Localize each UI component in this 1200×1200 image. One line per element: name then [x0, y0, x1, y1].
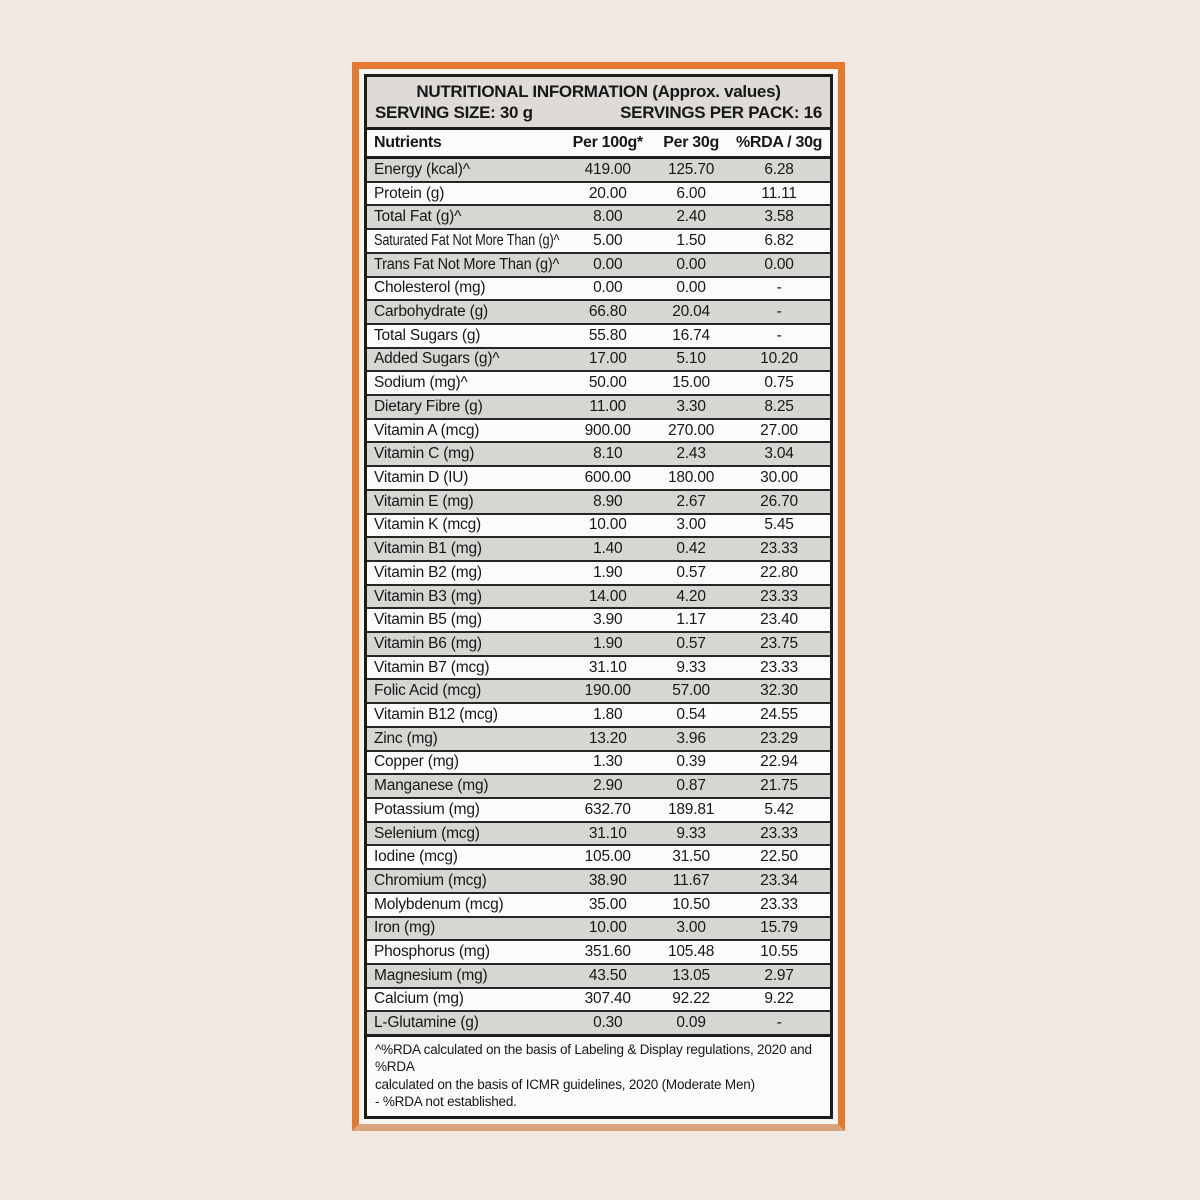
rda-value: 3.04	[764, 445, 794, 463]
table-row	[367, 206, 830, 230]
per-100g-value: 190.00	[584, 682, 631, 700]
nutrient-name-cell	[367, 753, 561, 771]
per-30g-value: 0.39	[676, 753, 706, 771]
per-100g-value: 8.00	[593, 208, 623, 226]
nutrient-name: Vitamin B1 (mg)	[374, 540, 482, 558]
per-30g-value: 4.20	[676, 587, 706, 605]
table-row	[367, 372, 830, 396]
nutrient-name-cell	[367, 303, 561, 321]
rda-value: 0.75	[764, 374, 794, 392]
nutrient-name: Selenium (mcg)	[374, 824, 480, 842]
footnote-line-1: ^%RDA calculated on the basis of Labeling & Display regulations, 2020 and %RDA	[375, 1041, 812, 1075]
per-100g-value: 50.00	[588, 374, 627, 392]
nutrient-name-cell	[367, 706, 561, 724]
table-row	[367, 728, 830, 752]
rda-value: -	[776, 279, 782, 297]
rda-value: 23.33	[760, 824, 798, 842]
table-row	[367, 515, 830, 539]
per-30g-value: 0.57	[676, 634, 706, 652]
per-100g-value: 632.70	[584, 800, 631, 818]
rda-value: 23.34	[760, 871, 798, 889]
per-30g-value: 16.74	[672, 326, 710, 344]
rda-value: 0.00	[764, 255, 794, 273]
nutrient-name: Vitamin B6 (mg)	[374, 634, 482, 652]
nutrient-name-cell	[367, 516, 561, 534]
serving-info-row	[375, 103, 822, 123]
per-30g-value: 0.42	[676, 540, 706, 558]
rda-value: 11.11	[761, 184, 797, 202]
nutrient-name-cell	[367, 564, 561, 582]
column-header-row	[367, 130, 830, 159]
per-100g-value: 105.00	[584, 848, 631, 866]
rda-value: 10.55	[760, 943, 798, 961]
nutrient-name: Iodine (mcg)	[374, 848, 458, 866]
nutrient-name: Total Fat (g)^	[374, 208, 462, 226]
table-row	[367, 823, 830, 847]
rda-value: 23.75	[760, 634, 798, 652]
nutrient-name-cell	[367, 777, 561, 795]
nutrient-name: Magnesium (mg)	[374, 966, 488, 984]
column-header-rda: %RDA / 30g	[735, 134, 823, 151]
nutrient-name: Potassium (mg)	[374, 800, 480, 818]
table-row	[367, 799, 830, 823]
per-100g-value: 1.30	[593, 753, 623, 771]
per-30g-value: 6.00	[676, 184, 706, 202]
table-row	[367, 680, 830, 704]
per-100g-value: 2.90	[593, 777, 623, 795]
per-100g-value: 11.00	[589, 397, 627, 415]
per-30g-value: 3.96	[676, 729, 706, 747]
rda-value: 23.33	[760, 895, 798, 913]
nutrient-name: Vitamin B3 (mg)	[374, 587, 482, 605]
table-body	[367, 159, 830, 1034]
nutrient-name-cell	[367, 919, 561, 937]
table-row	[367, 989, 830, 1013]
per-100g-value: 66.80	[588, 303, 627, 321]
rda-value: 10.20	[760, 350, 798, 368]
nutrient-name-cell	[367, 493, 561, 511]
nutrient-name: Vitamin K (mcg)	[374, 516, 481, 534]
rda-value: -	[776, 303, 782, 321]
per-30g-value: 189.81	[667, 800, 715, 818]
nutrient-name-cell	[367, 990, 561, 1008]
table-row	[367, 965, 830, 989]
per-30g-value: 20.04	[672, 303, 710, 321]
rda-value: 5.45	[764, 516, 794, 534]
nutrient-name: Trans Fat Not More Than (g)^	[374, 255, 560, 273]
nutrient-name-cell	[367, 730, 561, 748]
per-30g-value: 1.17	[676, 611, 706, 629]
per-100g-value: 20.00	[588, 184, 627, 202]
table-row	[367, 870, 830, 894]
per-100g-value: 5.00	[593, 231, 623, 249]
rda-value: 23.33	[760, 587, 798, 605]
per-100g-value: 351.60	[584, 943, 631, 961]
per-100g-value: 31.10	[588, 658, 627, 676]
per-100g-value: 38.90	[588, 871, 627, 889]
table-row	[367, 420, 830, 444]
nutrient-name-cell	[367, 350, 561, 368]
per-100g-value: 419.00	[584, 160, 631, 178]
per-100g-value: 10.00	[588, 919, 627, 937]
per-100g-value: 55.80	[588, 326, 627, 344]
nutrient-name: Sodium (mg)^	[374, 374, 468, 392]
per-30g-value: 31.50	[672, 848, 710, 866]
table-row	[367, 586, 830, 610]
rda-value: -	[776, 1014, 782, 1032]
per-100g-value: 31.10	[588, 824, 627, 842]
nutrient-name: Saturated Fat Not More Than (g)^	[374, 231, 560, 249]
per-30g-value: 2.43	[676, 445, 706, 463]
per-100g-value: 1.40	[593, 540, 623, 558]
per-100g-value: 0.00	[593, 255, 623, 273]
serving-size-label: SERVING SIZE: 30 g	[375, 103, 533, 122]
nutrient-name-cell	[367, 374, 561, 392]
rda-value: 5.42	[764, 800, 794, 818]
nutrient-name-cell	[367, 801, 561, 819]
footnote-line-2: calculated on the basis of ICMR guidelines, 2020 (Moderate Men)	[375, 1076, 755, 1092]
per-30g-value: 180.00	[667, 468, 715, 486]
per-100g-value: 1.80	[593, 706, 623, 724]
column-header-nutrients: Nutrients	[374, 134, 442, 151]
nutrient-name: Copper (mg)	[374, 753, 459, 771]
per-100g-value: 900.00	[584, 421, 631, 439]
rda-value: 32.30	[760, 682, 798, 700]
nutrient-name: Vitamin B2 (mg)	[374, 563, 482, 581]
rda-value: 27.00	[760, 421, 798, 439]
per-30g-value: 92.22	[672, 990, 710, 1008]
table-row	[367, 704, 830, 728]
nutrient-name: Energy (kcal)^	[374, 160, 470, 178]
nutrient-name: Folic Acid (mcg)	[374, 682, 482, 700]
per-30g-value: 1.50	[676, 231, 706, 249]
per-100g-value: 307.40	[584, 990, 631, 1008]
table-row	[367, 562, 830, 586]
nutrient-name-cell	[367, 967, 561, 985]
nutrition-label-frame	[352, 62, 845, 1131]
nutrient-name: Chromium (mcg)	[374, 871, 487, 889]
rda-value: 22.80	[760, 563, 798, 581]
per-100g-value: 8.90	[593, 492, 623, 510]
nutrient-name: Dietary Fibre (g)	[374, 397, 483, 415]
nutrient-name-cell	[367, 540, 561, 558]
per-100g-value: 0.00	[593, 279, 623, 297]
footnote-line-3: - %RDA not established.	[375, 1094, 517, 1110]
per-30g-value: 2.40	[676, 208, 706, 226]
nutrient-name: Carbohydrate (g)	[374, 303, 488, 321]
table-row	[367, 752, 830, 776]
nutrient-name: Vitamin E (mg)	[374, 492, 474, 510]
nutrient-name-cell	[367, 825, 561, 843]
rda-value: 23.40	[760, 611, 798, 629]
per-100g-value: 600.00	[584, 468, 631, 486]
rda-value: 15.79	[760, 919, 798, 937]
rda-value: 6.82	[764, 231, 794, 249]
per-30g-value: 15.00	[672, 374, 710, 392]
table-row	[367, 467, 830, 491]
per-30g-value: 5.10	[676, 350, 706, 368]
servings-per-pack-label: SERVINGS PER PACK: 16	[620, 103, 822, 122]
per-100g-value: 0.30	[593, 1014, 623, 1032]
table-row	[367, 633, 830, 657]
table-row	[367, 941, 830, 965]
per-30g-value: 270.00	[667, 421, 715, 439]
per-30g-value: 10.50	[672, 895, 710, 913]
nutrient-name-cell	[367, 469, 561, 487]
nutrient-name-cell	[367, 1014, 561, 1032]
table-row	[367, 159, 830, 183]
per-100g-value: 10.00	[588, 516, 627, 534]
per-100g-value: 17.00	[588, 350, 627, 368]
per-30g-value: 0.57	[676, 563, 706, 581]
per-100g-value: 8.10	[593, 445, 623, 463]
per-30g-value: 11.67	[672, 871, 710, 889]
per-30g-value: 0.00	[676, 279, 706, 297]
rda-value: -	[776, 326, 782, 344]
table-row	[367, 918, 830, 942]
rda-value: 23.29	[760, 729, 798, 747]
table-row	[367, 396, 830, 420]
table-row	[367, 894, 830, 918]
nutrient-name: Cholesterol (mg)	[374, 279, 486, 297]
nutrient-name: Vitamin A (mcg)	[374, 421, 480, 439]
nutrition-table	[364, 74, 833, 1119]
per-100g-value: 1.90	[593, 563, 623, 581]
nutrient-name: Total Sugars (g)	[374, 326, 481, 344]
rda-value: 23.33	[760, 658, 798, 676]
table-row	[367, 1012, 830, 1034]
table-row	[367, 349, 830, 373]
nutrient-name-cell	[367, 588, 561, 606]
per-100g-value: 14.00	[588, 587, 627, 605]
per-100g-value: 35.00	[588, 895, 627, 913]
nutrient-name-cell	[367, 279, 561, 297]
per-100g-value: 3.90	[593, 611, 623, 629]
table-row	[367, 775, 830, 799]
table-row	[367, 325, 830, 349]
rda-value: 26.70	[760, 492, 798, 510]
column-header-per-100g: Per 100g*	[572, 134, 643, 151]
nutrient-name-cell	[367, 659, 561, 677]
rda-value: 22.50	[760, 848, 798, 866]
table-row	[367, 491, 830, 515]
column-header-per-30g: Per 30g	[663, 134, 719, 151]
nutrient-name-cell	[367, 682, 561, 700]
nutrient-name-cell	[367, 943, 561, 961]
nutrient-name: Calcium (mg)	[374, 990, 464, 1008]
nutrient-name-cell	[367, 635, 561, 653]
per-100g-value: 43.50	[588, 966, 627, 984]
rda-value: 21.75	[760, 777, 798, 795]
table-row	[367, 609, 830, 633]
nutrient-name: Protein (g)	[374, 184, 445, 202]
per-30g-value: 2.67	[676, 492, 706, 510]
table-row	[367, 230, 830, 254]
nutrient-name: Molybdenum (mcg)	[374, 895, 504, 913]
table-row	[367, 301, 830, 325]
per-30g-value: 9.33	[676, 658, 706, 676]
rda-value: 24.55	[760, 706, 798, 724]
per-30g-value: 3.00	[676, 516, 706, 534]
table-row	[367, 443, 830, 467]
per-30g-value: 105.48	[667, 943, 715, 961]
per-30g-value: 3.30	[676, 397, 706, 415]
per-30g-value: 9.33	[676, 824, 706, 842]
nutrient-name-cell	[367, 896, 561, 914]
footnotes	[367, 1034, 830, 1116]
nutrient-name: Vitamin B12 (mcg)	[374, 706, 498, 724]
per-30g-value: 3.00	[676, 919, 706, 937]
per-30g-value: 57.00	[672, 682, 710, 700]
per-30g-value: 13.05	[672, 966, 710, 984]
nutrient-name: Vitamin D (IU)	[374, 468, 469, 486]
nutrient-name: Iron (mg)	[374, 919, 436, 937]
table-row	[367, 846, 830, 870]
rda-value: 3.58	[764, 208, 794, 226]
table-row	[367, 254, 830, 278]
nutrient-name-cell	[367, 208, 561, 226]
nutrient-name-cell	[367, 422, 561, 440]
nutrient-name-cell	[367, 327, 561, 345]
per-30g-value: 0.87	[676, 777, 706, 795]
nutrient-name: Manganese (mg)	[374, 777, 489, 795]
nutrient-name: Vitamin B7 (mcg)	[374, 658, 490, 676]
rda-value: 22.94	[760, 753, 798, 771]
rda-value: 2.97	[764, 966, 794, 984]
rda-value: 9.22	[764, 990, 794, 1008]
nutrient-name: Vitamin C (mg)	[374, 445, 475, 463]
nutrient-name: Zinc (mg)	[374, 729, 438, 747]
per-30g-value: 125.70	[667, 160, 715, 178]
table-row	[367, 538, 830, 562]
nutrient-name: Phosphorus (mg)	[374, 943, 490, 961]
per-100g-value: 1.90	[593, 634, 623, 652]
nutrient-name-cell	[367, 848, 561, 866]
nutrient-name-cell	[367, 445, 561, 463]
rda-value: 23.33	[760, 540, 798, 558]
nutrient-name-cell	[367, 185, 561, 203]
per-100g-value: 13.20	[588, 729, 627, 747]
nutrient-name-cell	[367, 232, 561, 250]
table-title: NUTRITIONAL INFORMATION (Approx. values)	[416, 82, 781, 101]
nutrient-name-cell	[367, 872, 561, 890]
nutrient-name-cell	[367, 161, 561, 179]
table-header	[367, 77, 830, 130]
rda-value: 6.28	[764, 160, 794, 178]
table-row	[367, 657, 830, 681]
nutrient-name-cell	[367, 611, 561, 629]
table-row	[367, 183, 830, 207]
per-30g-value: 0.54	[676, 706, 706, 724]
table-row	[367, 278, 830, 302]
per-30g-value: 0.00	[676, 255, 706, 273]
rda-value: 30.00	[760, 468, 798, 486]
rda-value: 8.25	[764, 397, 794, 415]
per-30g-value: 0.09	[676, 1014, 706, 1032]
nutrient-name: L-Glutamine (g)	[374, 1014, 479, 1032]
nutrient-name: Added Sugars (g)^	[374, 350, 500, 368]
nutrient-name: Vitamin B5 (mg)	[374, 611, 482, 629]
nutrient-name-cell	[367, 398, 561, 416]
nutrient-name-cell	[367, 256, 561, 274]
